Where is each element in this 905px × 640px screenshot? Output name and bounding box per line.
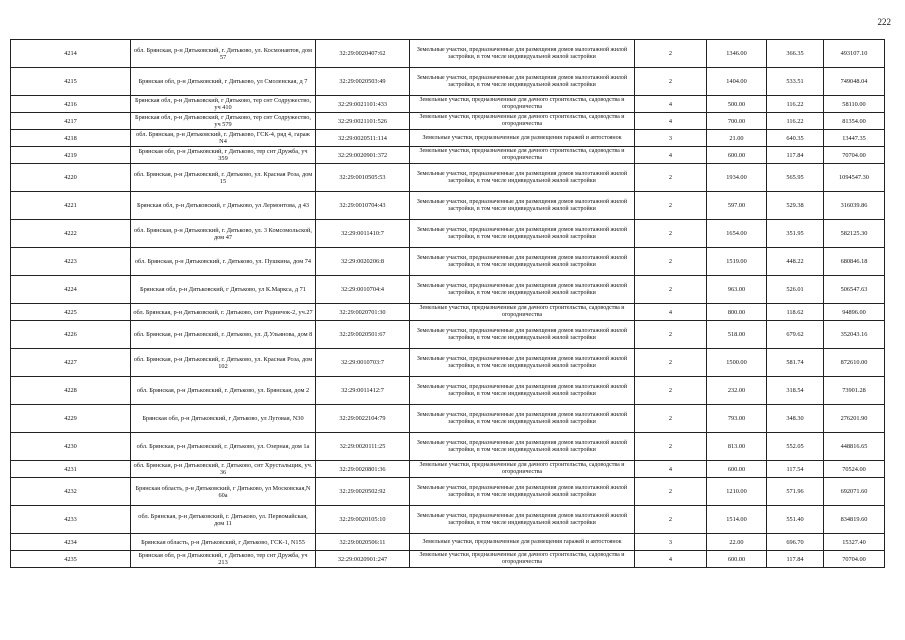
row-land-use: Земельные участки, предназначенные для размещения домов малоэтажной жилой застройки, в том числе индивидуальной жилой застройки (410, 433, 635, 461)
table-row (11, 461, 885, 478)
row-cadastral-number: 32:29:0020901:247 (316, 551, 410, 568)
row-number: 4215 (11, 68, 131, 96)
row-land-use: Земельные участки, предназначенные для дачного строительства, садоводства и огородничества (410, 461, 635, 478)
row-area: 793.00 (707, 405, 767, 433)
row-land-use: Земельные участки, предназначенные для дачного строительства, садоводства и огородничества (410, 304, 635, 321)
row-address: Брянская обл, р-н Дятьковский, г Дятьково, ул К.Маркса, д 71 (131, 276, 316, 304)
row-cadastral-number: 32:29:0020407:62 (316, 40, 410, 68)
row-number: 4231 (11, 461, 131, 478)
row-specific-value: 551.40 (767, 506, 824, 534)
row-land-use: Земельные участки, предназначенные для дачного строительства, садоводства и огородничества (410, 96, 635, 113)
row-address: обл. Брянская, р-н Дятьковский, г. Дятьково, ул. Красная Роза, дом 102 (131, 349, 316, 377)
row-land-use: Земельные участки, предназначенные для размещения гаражей и автостоянок (410, 130, 635, 147)
row-number: 4222 (11, 220, 131, 248)
row-land-use: Земельные участки, предназначенные для размещения домов малоэтажной жилой застройки, в том числе индивидуальной жилой застройки (410, 321, 635, 349)
row-cadastral-value: 70704.00 (824, 551, 885, 568)
row-area: 22.00 (707, 534, 767, 551)
row-address: обл. Брянская, р-н Дятьковский, г. Дятьково, снт Хрустальщик, уч. 36 (131, 461, 316, 478)
row-specific-value: 117.84 (767, 551, 824, 568)
row-group: 2 (635, 276, 707, 304)
row-address: обл. Брянская, р-н Дятьковский, г. Дятьково, ул. Первомайская, дом 11 (131, 506, 316, 534)
row-cadastral-number: 32:29:0011412:7 (316, 377, 410, 405)
row-cadastral-number: 32:29:0020111:25 (316, 433, 410, 461)
row-area: 813.00 (707, 433, 767, 461)
row-land-use: Земельные участки, предназначенные для размещения домов малоэтажной жилой застройки, в том числе индивидуальной жилой застройки (410, 68, 635, 96)
row-area: 518.00 (707, 321, 767, 349)
row-cadastral-value: 73901.28 (824, 377, 885, 405)
row-address: обл. Брянская, р-н Дятьковский, г. Дятьково, ГСК-4, ряд 4, гараж N4 (131, 130, 316, 147)
table-row (11, 164, 885, 192)
row-group: 2 (635, 68, 707, 96)
table-row (11, 321, 885, 349)
row-group: 2 (635, 506, 707, 534)
row-specific-value: 526.01 (767, 276, 824, 304)
row-area: 1346.00 (707, 40, 767, 68)
row-specific-value: 348.30 (767, 405, 824, 433)
row-number: 4216 (11, 96, 131, 113)
row-area: 600.00 (707, 551, 767, 568)
row-area: 232.00 (707, 377, 767, 405)
row-number: 4219 (11, 147, 131, 164)
row-cadastral-value: 70704.00 (824, 147, 885, 164)
row-number: 4214 (11, 40, 131, 68)
row-address: Брянская область, р-н Дятьковский, г Дятьково, ГСК-1, N155 (131, 534, 316, 551)
row-group: 2 (635, 478, 707, 506)
row-number: 4229 (11, 405, 131, 433)
row-specific-value: 318.54 (767, 377, 824, 405)
table-row (11, 405, 885, 433)
row-specific-value: 552.05 (767, 433, 824, 461)
row-specific-value: 696.70 (767, 534, 824, 551)
row-specific-value: 448.22 (767, 248, 824, 276)
row-address: обл. Брянская, р-н Дятьковский, г. Дятьково, снт Родничок-2, уч.27 (131, 304, 316, 321)
row-address: Брянская обл, р-н Дятьковский, г Дятьково, ул Смоленская, д 7 (131, 68, 316, 96)
row-cadastral-value: 506547.63 (824, 276, 885, 304)
row-address: Брянская обл, р-н Дятьковский, г Дятьково, тер снт Дружба, уч 213 (131, 551, 316, 568)
table-row (11, 248, 885, 276)
table-row (11, 304, 885, 321)
row-land-use: Земельные участки, предназначенные для размещения домов малоэтажной жилой застройки, в том числе индивидуальной жилой застройки (410, 192, 635, 220)
row-address: Брянская обл, р-н Дятьковский, г Дятьково, ул Луговая, N30 (131, 405, 316, 433)
row-group: 2 (635, 433, 707, 461)
row-area: 600.00 (707, 461, 767, 478)
row-group: 2 (635, 349, 707, 377)
row-area: 1404.00 (707, 68, 767, 96)
cadastral-value-table (10, 39, 885, 568)
row-specific-value: 116.22 (767, 96, 824, 113)
row-specific-value: 366.35 (767, 40, 824, 68)
row-address: обл. Брянская, р-н Дятьковский, г. Дятьково, ул. Озерная, дом 1а (131, 433, 316, 461)
row-address: Брянская обл, р-н Дятьковский, г Дятьково, тер снт Дружба, уч 359 (131, 147, 316, 164)
table-row (11, 551, 885, 568)
row-cadastral-value: 749048.04 (824, 68, 885, 96)
row-specific-value: 117.84 (767, 147, 824, 164)
row-group: 2 (635, 220, 707, 248)
row-address: обл. Брянская, р-н Дятьковский, г. Дятьково, ул. Д.Ульянова, дом 8 (131, 321, 316, 349)
row-cadastral-number: 32:29:0020506:11 (316, 534, 410, 551)
row-cadastral-value: 582125.30 (824, 220, 885, 248)
row-land-use: Земельные участки, предназначенные для размещения домов малоэтажной жилой застройки, в том числе индивидуальной жилой застройки (410, 276, 635, 304)
row-number: 4234 (11, 534, 131, 551)
row-cadastral-number: 32:29:0020701:30 (316, 304, 410, 321)
row-number: 4226 (11, 321, 131, 349)
row-area: 963.00 (707, 276, 767, 304)
row-cadastral-value: 692071.60 (824, 478, 885, 506)
row-cadastral-number: 32:29:0010704:4 (316, 276, 410, 304)
row-land-use: Земельные участки, предназначенные для размещения домов малоэтажной жилой застройки, в том числе индивидуальной жилой застройки (410, 405, 635, 433)
row-land-use: Земельные участки, предназначенные для размещения домов малоэтажной жилой застройки, в том числе индивидуальной жилой застройки (410, 164, 635, 192)
row-cadastral-value: 276201.90 (824, 405, 885, 433)
row-cadastral-number: 32:29:0020206:8 (316, 248, 410, 276)
row-area: 597.00 (707, 192, 767, 220)
row-specific-value: 117.54 (767, 461, 824, 478)
row-specific-value: 679.62 (767, 321, 824, 349)
row-group: 4 (635, 551, 707, 568)
row-number: 4218 (11, 130, 131, 147)
table-row (11, 130, 885, 147)
row-specific-value: 529.38 (767, 192, 824, 220)
row-cadastral-value: 15327.40 (824, 534, 885, 551)
row-cadastral-value: 352043.16 (824, 321, 885, 349)
row-cadastral-number: 32:29:0020502:92 (316, 478, 410, 506)
row-group: 4 (635, 113, 707, 130)
row-number: 4220 (11, 164, 131, 192)
row-cadastral-number: 32:29:0020511:114 (316, 130, 410, 147)
row-specific-value: 565.95 (767, 164, 824, 192)
table-row (11, 478, 885, 506)
row-cadastral-number: 32:29:0020105:10 (316, 506, 410, 534)
row-area: 21.00 (707, 130, 767, 147)
row-specific-value: 533.51 (767, 68, 824, 96)
row-number: 4221 (11, 192, 131, 220)
row-cadastral-value: 872610.00 (824, 349, 885, 377)
row-address: Брянская обл, р-н Дятьковский, г Дятьково, ул Лермонтова, д 43 (131, 192, 316, 220)
row-area: 1654.00 (707, 220, 767, 248)
row-address: обл. Брянская, р-н Дятьковский, г. Дятьково, ул. Космонавтов, дом 57 (131, 40, 316, 68)
row-land-use: Земельные участки, предназначенные для размещения домов малоэтажной жилой застройки, в том числе индивидуальной жилой застройки (410, 349, 635, 377)
table-row (11, 96, 885, 113)
row-land-use: Земельные участки, предназначенные для размещения домов малоэтажной жилой застройки, в том числе индивидуальной жилой застройки (410, 478, 635, 506)
row-area: 700.00 (707, 113, 767, 130)
row-cadastral-value: 94896.00 (824, 304, 885, 321)
row-specific-value: 351.95 (767, 220, 824, 248)
row-group: 4 (635, 147, 707, 164)
row-area: 600.00 (707, 147, 767, 164)
table-row (11, 276, 885, 304)
row-land-use: Земельные участки, предназначенные для дачного строительства, садоводства и огородничества (410, 113, 635, 130)
row-cadastral-number: 32:29:0020801:36 (316, 461, 410, 478)
row-cadastral-value: 316039.86 (824, 192, 885, 220)
row-cadastral-value: 58110.00 (824, 96, 885, 113)
row-specific-value: 581.74 (767, 349, 824, 377)
row-group: 2 (635, 40, 707, 68)
row-cadastral-number: 32:29:0020501:67 (316, 321, 410, 349)
row-land-use: Земельные участки, предназначенные для дачного строительства, садоводства и огородничества (410, 147, 635, 164)
table-row (11, 349, 885, 377)
row-number: 4232 (11, 478, 131, 506)
row-group: 2 (635, 321, 707, 349)
row-cadastral-value: 13447.35 (824, 130, 885, 147)
table-row (11, 68, 885, 96)
row-address: обл. Брянская, р-н Дятьковский, г. Дятьково, ул. Красная Роза, дом 15 (131, 164, 316, 192)
row-group: 3 (635, 534, 707, 551)
row-cadastral-number: 32:29:0022104:79 (316, 405, 410, 433)
row-number: 4217 (11, 113, 131, 130)
row-land-use: Земельные участки, предназначенные для размещения домов малоэтажной жилой застройки, в том числе индивидуальной жилой застройки (410, 40, 635, 68)
row-cadastral-value: 81354.00 (824, 113, 885, 130)
row-address: Брянская обл, р-н Дятьковский, г Дятьково, тер снт Содружество, уч 410 (131, 96, 316, 113)
row-specific-value: 118.62 (767, 304, 824, 321)
row-number: 4233 (11, 506, 131, 534)
table-row (11, 40, 885, 68)
row-land-use: Земельные участки, предназначенные для размещения гаражей и автостоянок (410, 534, 635, 551)
row-cadastral-value: 448816.65 (824, 433, 885, 461)
table-row (11, 147, 885, 164)
row-cadastral-number: 32:29:0010703:7 (316, 349, 410, 377)
row-address: Брянская обл, р-н Дятьковский, г Дятьково, тер снт Содружество, уч 579 (131, 113, 316, 130)
row-cadastral-number: 32:29:0020901:372 (316, 147, 410, 164)
row-cadastral-number: 32:29:0020503:49 (316, 68, 410, 96)
row-number: 4235 (11, 551, 131, 568)
row-cadastral-value: 493107.10 (824, 40, 885, 68)
page-number: 222 (877, 17, 891, 27)
row-cadastral-number: 32:29:0010704:43 (316, 192, 410, 220)
table-row (11, 506, 885, 534)
row-group: 4 (635, 96, 707, 113)
row-cadastral-number: 32:29:0010505:53 (316, 164, 410, 192)
row-land-use: Земельные участки, предназначенные для размещения домов малоэтажной жилой застройки, в том числе индивидуальной жилой застройки (410, 377, 635, 405)
row-number: 4228 (11, 377, 131, 405)
row-cadastral-number: 32:29:0011410:7 (316, 220, 410, 248)
row-address: обл. Брянская, р-н Дятьковский, г. Дятьково, ул. Пушкина, дом 74 (131, 248, 316, 276)
row-address: обл. Брянская, р-н Дятьковский, г. Дятьково, ул. Брянская, дом 2 (131, 377, 316, 405)
table-row (11, 220, 885, 248)
row-cadastral-value: 1094547.30 (824, 164, 885, 192)
table-row (11, 113, 885, 130)
row-cadastral-value: 680846.18 (824, 248, 885, 276)
row-area: 1514.00 (707, 506, 767, 534)
row-cadastral-number: 32:29:0021101:433 (316, 96, 410, 113)
row-number: 4224 (11, 276, 131, 304)
row-group: 2 (635, 377, 707, 405)
row-specific-value: 640.35 (767, 130, 824, 147)
row-group: 4 (635, 461, 707, 478)
row-land-use: Земельные участки, предназначенные для размещения домов малоэтажной жилой застройки, в том числе индивидуальной жилой застройки (410, 506, 635, 534)
row-area: 1500.00 (707, 349, 767, 377)
row-number: 4225 (11, 304, 131, 321)
row-area: 1934.00 (707, 164, 767, 192)
row-area: 1519.00 (707, 248, 767, 276)
row-area: 800.00 (707, 304, 767, 321)
table-row (11, 377, 885, 405)
table-row (11, 534, 885, 551)
row-cadastral-value: 834819.60 (824, 506, 885, 534)
row-group: 2 (635, 192, 707, 220)
row-cadastral-number: 32:29:0021101:526 (316, 113, 410, 130)
row-group: 4 (635, 304, 707, 321)
row-group: 2 (635, 248, 707, 276)
row-land-use: Земельные участки, предназначенные для дачного строительства, садоводства и огородничества (410, 551, 635, 568)
row-cadastral-value: 70524.00 (824, 461, 885, 478)
row-group: 2 (635, 405, 707, 433)
row-land-use: Земельные участки, предназначенные для размещения домов малоэтажной жилой застройки, в том числе индивидуальной жилой застройки (410, 248, 635, 276)
table-row (11, 433, 885, 461)
table-row (11, 192, 885, 220)
row-area: 1210.00 (707, 478, 767, 506)
row-number: 4223 (11, 248, 131, 276)
row-group: 3 (635, 130, 707, 147)
row-specific-value: 571.96 (767, 478, 824, 506)
row-address: обл. Брянская, р-н Дятьковский, г. Дятьково, ул. 3 Комсомольской, дом 47 (131, 220, 316, 248)
row-land-use: Земельные участки, предназначенные для размещения домов малоэтажной жилой застройки, в том числе индивидуальной жилой застройки (410, 220, 635, 248)
row-number: 4230 (11, 433, 131, 461)
row-area: 500.00 (707, 96, 767, 113)
row-specific-value: 116.22 (767, 113, 824, 130)
row-group: 2 (635, 164, 707, 192)
row-address: Брянская область, р-н Дятьковский, г Дятьково, ул Московская,N 60а (131, 478, 316, 506)
row-number: 4227 (11, 349, 131, 377)
